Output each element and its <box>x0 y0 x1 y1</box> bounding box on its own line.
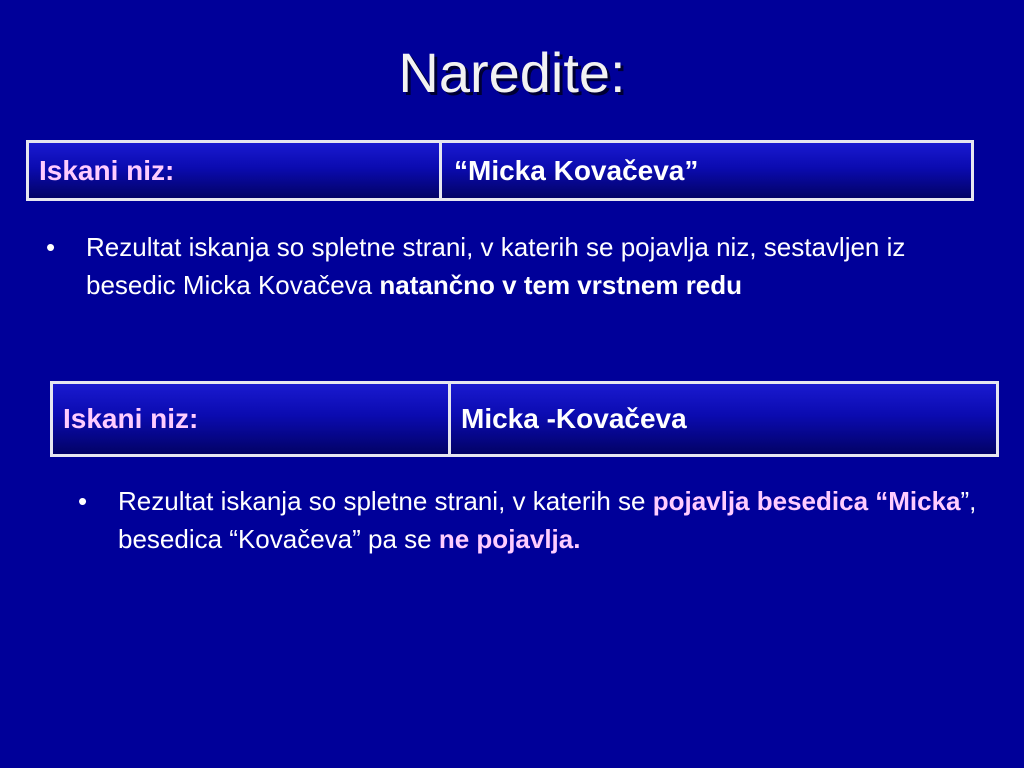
bullet-highlight: pojavlja besedica “Micka <box>652 486 961 516</box>
search-string-table-2 <box>50 381 999 457</box>
bullet-text: ”, besedica “Kovačeva” pa se <box>118 486 977 554</box>
bullet-icon: • <box>46 232 56 262</box>
table-label: Iskani niz: <box>53 384 451 454</box>
bullet-highlight: ne pojavlja. <box>438 524 581 554</box>
bullet-item-2 <box>78 482 978 558</box>
bullet-text: Rezultat iskanja so spletne strani, v katerih se <box>118 486 653 516</box>
search-string-table-1 <box>26 140 974 201</box>
table-value: “Micka Kovačeva” <box>454 154 699 186</box>
table-label: Iskani niz: <box>29 143 442 198</box>
table-value: Micka -Kovačeva <box>461 403 687 434</box>
bullet-emphasis: natančno v tem vrstnem redu <box>379 270 743 300</box>
bullet-text: Rezultat iskanja so spletne strani, v katerih se pojavlja niz, sestavljen iz besedic Micka Kovačeva <box>86 232 906 300</box>
bullet-icon: • <box>78 486 88 516</box>
slide-title: Naredite: <box>398 41 626 104</box>
bullet-item-1 <box>46 228 946 304</box>
